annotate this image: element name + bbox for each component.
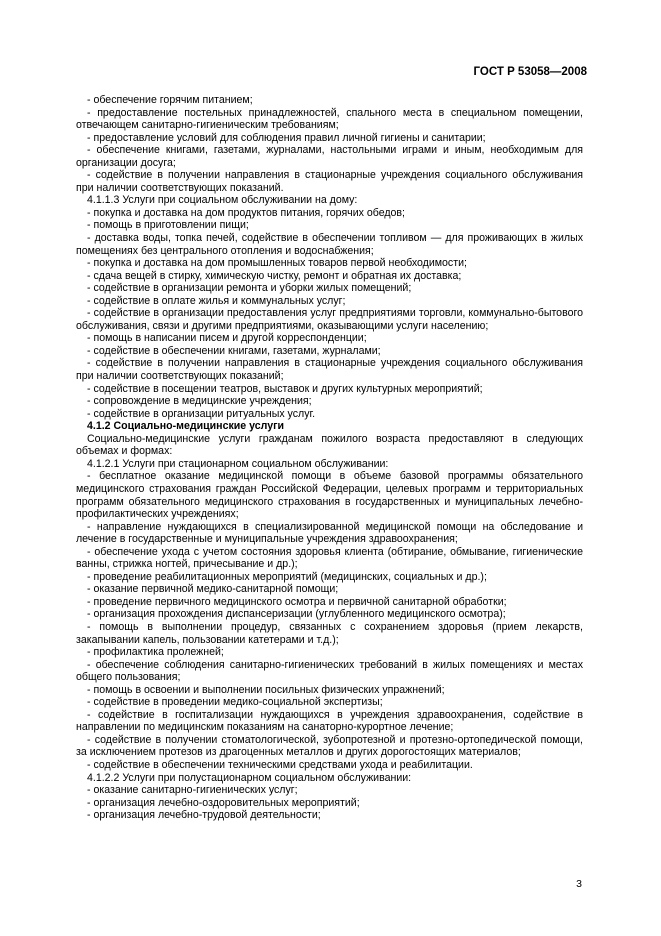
paragraph: - помощь в написании писем и другой корреспонденции; bbox=[87, 332, 367, 345]
paragraph: - сопровождение в медицинские учреждения; bbox=[87, 395, 312, 408]
paragraph: - направление нуждающихся в специализированной медицинской помощи на обследование и лечение в государственные и муниципальные учреждения здравоохранения; bbox=[76, 520, 583, 546]
paragraph: - профилактика пролежней; bbox=[87, 646, 224, 659]
standard-number-header: ГОСТ Р 53058—2008 bbox=[473, 66, 587, 78]
paragraph: - проведение первичного медицинского осмотра и первичной санитарной обработки; bbox=[87, 595, 507, 608]
paragraph: - организация лечебно-оздоровительных мероприятий; bbox=[87, 796, 360, 809]
paragraph: - покупка и доставка на дом промышленных товаров первой необходимости; bbox=[87, 257, 467, 270]
paragraph: - содействие в обеспечении книгами, газетами, журналами; bbox=[87, 344, 381, 357]
paragraph: - покупка и доставка на дом продуктов питания, горячих обедов; bbox=[87, 206, 405, 219]
paragraph: - предоставление условий для соблюдения правил личной гигиены и санитарии; bbox=[87, 131, 486, 144]
paragraph: - оказание первичной медико-санитарной помощи; bbox=[87, 583, 339, 596]
paragraph: - проведение реабилитационных мероприятий (медицинских, социальных и др.); bbox=[87, 570, 487, 583]
paragraph: - бесплатное оказание медицинской помощи в объеме базовой программы обязательного медицинского страхования граждан Российской Федерации, целевых программ и территориальных программ обязательного медицинского страхования в государственных и муниципальных лечебно-профилактических учреждениях; bbox=[76, 470, 583, 521]
paragraph: - содействие в посещении театров, выставок и других культурных мероприятий; bbox=[87, 382, 483, 395]
paragraph: Социально-медицинские услуги гражданам пожилого возраста предоставляют в следующих объемах и формах: bbox=[76, 432, 583, 458]
paragraph: - помощь в приготовлении пищи; bbox=[87, 219, 249, 232]
paragraph: - доставка воды, топка печей, содействие в обеспечении топливом — для проживающих в жилых помещениях без центрального отопления и водоснабжения; bbox=[76, 232, 583, 257]
paragraph: - содействие в организации предоставления услуг предприятиями торговли, коммунально-бытового обслуживания, связи и другими предприятиями, оказывающими услуги населению; bbox=[76, 307, 583, 332]
document-body bbox=[76, 94, 583, 822]
paragraph: 4.1.2.2 Услуги при полустационарном социальном обслуживании: bbox=[87, 771, 412, 784]
paragraph: - обеспечение горячим питанием; bbox=[87, 94, 253, 106]
paragraph: - содействие в оплате жилья и коммунальных услуг; bbox=[87, 294, 346, 307]
paragraph: - обеспечение книгами, газетами, журналами, настольными играми и иным, необходимым для организации досуга; bbox=[76, 144, 583, 169]
paragraph: - помощь в освоении и выполнении посильных физических упражнений; bbox=[87, 683, 445, 696]
paragraph: - обеспечение соблюдения санитарно-гигиенических требований в жилых помещениях и местах общего пользования; bbox=[76, 658, 583, 684]
paragraph: - содействие в получении стоматологической, зубопротезной и протезно-ортопедической помощи, за исключением протезов из драгоценных металлов и других дорогостоящих материалов; bbox=[76, 733, 583, 759]
paragraph: - содействие в получении направления в стационарные учреждения социального обслуживания при наличии соответствующих показаний. bbox=[76, 169, 583, 194]
paragraph: - содействие в госпитализации нуждающихся в учреждения здравоохранения, содействие в направлении по медицинским показаниям на санаторно-курортное лечение; bbox=[76, 708, 583, 734]
paragraph: - помощь в выполнении процедур, связанных с сохранением здоровья (прием лекарств, закапывании капель, пользовании катетерами и т.д.); bbox=[76, 620, 583, 646]
paragraph: - сдача вещей в стирку, химическую чистку, ремонт и обратная их доставка; bbox=[87, 269, 462, 282]
paragraph: - содействие в обеспечении техническими средствами ухода и реабилитации. bbox=[87, 758, 473, 771]
paragraph: - оказание санитарно-гигиенических услуг; bbox=[87, 784, 298, 797]
paragraph: 4.1.1.3 Услуги при социальном обслуживании на дому: bbox=[87, 194, 358, 207]
paragraph: - содействие в организации ремонта и уборки жилых помещений; bbox=[87, 282, 412, 295]
paragraph: 4.1.2.1 Услуги при стационарном социальном обслуживании: bbox=[87, 457, 389, 470]
page-number: 3 bbox=[576, 878, 582, 890]
paragraph: - содействие в организации ритуальных услуг. bbox=[87, 407, 316, 420]
paragraph: - содействие в получении направления в стационарные учреждения социального обслуживания при наличии соответствующих показаний; bbox=[76, 357, 583, 383]
paragraph: - организация прохождения диспансеризации (углубленного медицинского осмотра); bbox=[87, 608, 506, 621]
paragraph: - обеспечение ухода с учетом состояния здоровья клиента (обтирание, обмывание, гигиенические ванны, стрижка ногтей, причесывание и др.); bbox=[76, 545, 583, 571]
paragraph: - организация лечебно-трудовой деятельности; bbox=[87, 809, 321, 822]
paragraph: - предоставление постельных принадлежностей, спального места в специальном помещении, отвечающем санитарно-гигиеническим требованиям; bbox=[76, 106, 583, 132]
section-heading: 4.1.2 Социально-медицинские услуги bbox=[87, 420, 285, 433]
paragraph: - содействие в проведении медико-социальной экспертизы; bbox=[87, 696, 383, 709]
